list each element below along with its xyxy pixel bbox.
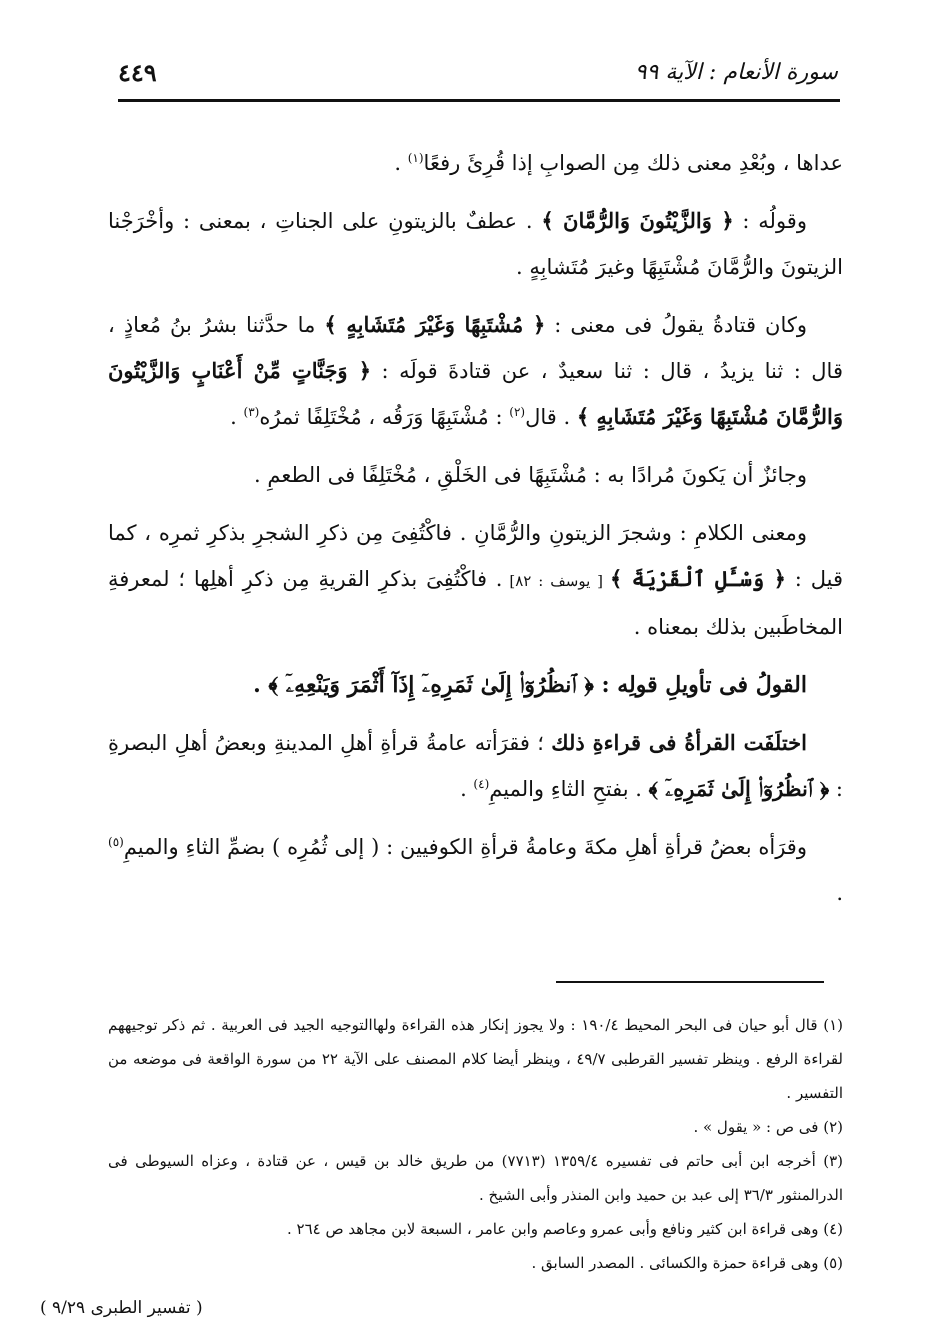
paragraph-2: وقولُه : ﴿ وَالزَّيْتُونَ وَالرُّمَّانَ ﴾ . عطفٌ بالزيتونِ على الجناتِ ، بمعنى : وأخْرَجْنا الزيتونَ والرُّمَّانَ مُشْتَبِهًا وغيرَ مُتَشابِهٍ .: [108, 208, 843, 279]
quran-quote: ﴿ مُشْتَبِهًا وَغَيْرَ مُتَشَابِهٍ ﴾: [324, 312, 546, 337]
quran-quote: ﴿ وَالزَّيْتُونَ وَالرُّمَّانَ ﴾: [541, 208, 734, 233]
footnote-ref-3: (٣): [243, 405, 260, 419]
paragraph-3: وكان قتادةُ يقولُ فى معنى : ﴿ مُشْتَبِهًا وَغَيْرَ مُتَشَابِهٍ ﴾ ما حدَّثنا بشرُ بنُ مُعاذٍ ، قال : ثنا يزيدُ ، قال : ثنا سعيدٌ ، عن قتادةَ قولَه : ﴿ وَجَنَّاتٍ مِّنْ أَعْنَابٍ وَالزَّيْتُونَ وَالرُّمَّانَ مُشْتَبِهًا وَغَيْرَ مُتَشَابِهٍ ﴾ . قال$^{(٢)}$ : مُشْتَبِهًا وَرَقُه ، مُخْتَلِفًا ثمرُه$^{(٣)}$ .: [108, 312, 843, 429]
verse-reference: [ يوسف : ٨٢]: [502, 572, 610, 590]
footnote-divider: [556, 981, 824, 983]
paragraph-4: وجائزٌ أن يَكونَ مُرادًا به : مُشْتَبِهًا فى الخَلْقِ ، مُخْتَلِفًا فى الطعمِ .: [254, 463, 807, 487]
footnote-ref-4: (٤): [473, 777, 490, 791]
page-number: ٤٤٩: [118, 57, 157, 87]
quran-quote: ﴿ ٱنظُرُوٓا۟ إِلَىٰ ثَمَرِهِۦٓ ﴾: [648, 776, 830, 801]
footnote-2: (٢) فى ص : « يقول » .: [693, 1118, 843, 1136]
footnote-ref-2: (٢): [509, 405, 526, 419]
footnote-3: (٣) أخرجه ابن أبى حاتم فى تفسيره ١٣٥٩/٤ (٧٧١٣) من طريق خالد بن قيس ، عن قتادة ، وعزاه السيوطى فى الدرالمنثور ٣٦/٣ إلى عبد بن حميد وابن المنذر وأبى الشيخ .: [108, 1152, 844, 1204]
paragraph-1: عداها ، وبُعْدِ معنى ذلك مِن الصوابِ إذا قُرِئَ رفعًا$^{(١)}$ .: [394, 151, 843, 175]
book-signature: ( تفسير الطبرى ٩/٢٩ ): [40, 1298, 203, 1318]
paragraph-8: وقرَأه بعضُ قرأةِ أهلِ مكةَ وعامةُ قرأةِ الكوفيين : ( إلى ثُمُرِه ) بضمِّ الثاءِ والميمِ$^{(٥)}$ .: [108, 835, 843, 905]
header-divider: [118, 99, 840, 102]
section-heading: القولُ فى تأويلِ قولِه : ﴿ ٱنظُرُوٓا۟ إِلَىٰ ثَمَرِهِۦٓ إِذَآ أَثْمَرَ وَيَنْعِهِۦٓ ﴾ .: [253, 672, 807, 698]
quran-quote: ﴿ ٱنظُرُوٓا۟ إِلَىٰ ثَمَرِهِۦٓ إِذَآ أَثْمَرَ وَيَنْعِهِۦٓ ﴾: [268, 672, 594, 698]
footnote-ref-1: (١): [407, 151, 424, 165]
sura-title: سورة الأنعام : الآية ٩٩: [634, 59, 838, 85]
page-header: [118, 52, 838, 92]
paragraph-5: ومعنى الكلامِ : وشجرَ الزيتونِ والرُّمَّانِ . فاكْتُفِىَ مِن ذكرِ الشجرِ بذكرِ ثمرِه ، كما قيل : ﴿ وَسْـَٔلِ ٱلْقَرْيَةَ ﴾ [ يوسف : ٨٢] . فاكْتُفِىَ بذكرِ القريةِ مِن ذكرِ أهلِها ؛ لمعرفةِ المخاطَبين بذلك بمعناه .: [108, 521, 843, 639]
footnote-4: (٤) وهى قراءة ابن كثير ونافع وأبى عمرو وعاصم وابن عامر ، السبعة لابن مجاهد ص ٢٦٤ .: [286, 1220, 843, 1238]
footnotes: [108, 1008, 843, 1280]
footnote-1: (١) قال أبو حيان فى البحر المحيط ١٩٠/٤ : ولا يجوز إنكار هذه القراءة ولهاالتوجيه الجيد فى العربية . ثم ذكر توجيههم لقراءة الرفع . وينظر تفسير القرطبى ٤٩/٧ ، وينظر أيضا كلام المصنف على الآية ٢٢ من سورة الواقعة فى موضعه من التفسير .: [108, 1016, 843, 1102]
quran-quote: ﴿ وَجَنَّاتٍ مِّنْ أَعْنَابٍ وَالزَّيْتُونَ وَالرُّمَّانَ مُشْتَبِهًا وَغَيْرَ مُتَشَابِهٍ ﴾: [108, 358, 843, 429]
footnote-ref-5: (٥): [108, 835, 124, 849]
paragraph-7: اختلَفَت القرأةُ فى قراءةِ ذلك ؛ فقرَأته عامةُ قرأةِ أهلِ المدينةِ وبعضُ أهلِ البصرةِ : ﴿ ٱنظُرُوٓا۟ إِلَىٰ ثَمَرِهِۦٓ ﴾ . بفتحِ الثاءِ والميمِ$^{(٤)}$ .: [108, 730, 843, 801]
bold-lead: اختلَفَت القرأةُ فى قراءةِ ذلك: [551, 730, 807, 755]
footnote-5: (٥) وهى قراءة حمزة والكسائى . المصدر السابق .: [531, 1254, 843, 1272]
quran-quote: ﴿ وَسْـَٔلِ ٱلْقَرْيَةَ ﴾: [609, 566, 786, 591]
main-text: [108, 140, 843, 928]
